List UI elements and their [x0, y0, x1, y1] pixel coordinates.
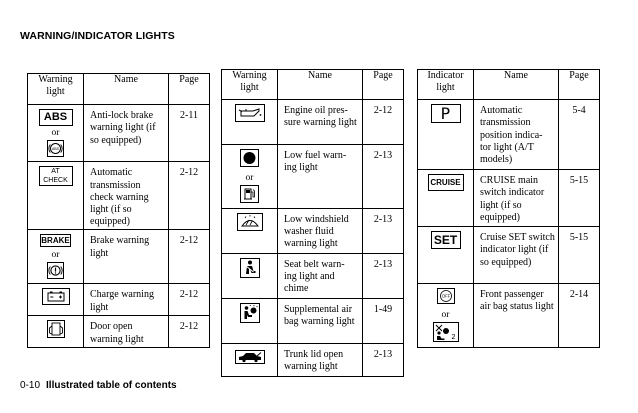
cruise-text-icon: CRUISE	[428, 174, 464, 191]
light-name: Trunk lid open warning light	[278, 343, 363, 376]
light-name: Supplemental air bag warning light	[278, 298, 363, 343]
p-letter-icon: P	[431, 104, 461, 123]
air-bag-icon	[240, 303, 260, 323]
svg-text:2: 2	[451, 334, 455, 342]
light-name: Low fuel warn- ing light	[278, 145, 363, 209]
page-ref: 2-12	[169, 230, 210, 284]
at-check-text-icon: AT CHECK	[39, 166, 73, 186]
or-separator: or	[245, 173, 254, 184]
trunk-lid-icon	[235, 350, 265, 364]
col-header-name: Name	[474, 70, 559, 100]
table-row	[222, 298, 404, 343]
brake-text-icon: BRAKE	[41, 236, 70, 246]
page-ref: 5-15	[559, 227, 600, 284]
light-name: Seat belt warn- ing light and chime	[278, 253, 363, 298]
light-name: Anti-lock brake warning light (if so equipped)	[84, 105, 169, 162]
light-name: Charge warning light	[84, 284, 169, 316]
abs-text-icon: ABS	[39, 109, 73, 126]
col-header-page: Page	[559, 70, 600, 100]
washer-fluid-icon	[237, 213, 263, 231]
page-ref: 2-12	[169, 284, 210, 316]
light-name: Brake warning light	[84, 230, 169, 284]
table-row	[28, 162, 210, 230]
fuel-pump-icon	[240, 185, 259, 203]
table-row	[418, 100, 600, 170]
col-header-page: Page	[169, 74, 210, 105]
or-separator: or	[51, 128, 60, 138]
page-ref: 1-49	[363, 298, 404, 343]
col-header-name: Name	[84, 74, 169, 105]
filled-circle-icon	[240, 149, 259, 167]
page-number: 0-10	[20, 380, 41, 391]
light-name: CRUISE main switch indicator light (if so equipped)	[474, 170, 559, 227]
off-circle-icon	[437, 288, 455, 304]
col-header-name: Name	[278, 70, 363, 100]
table-row	[418, 227, 600, 284]
section-title: WARNING/INDICATOR LIGHTS	[20, 30, 175, 42]
page-ref: 2-14	[559, 284, 600, 348]
page-ref: 2-13	[363, 145, 404, 209]
brake-circle-abs-icon	[47, 140, 64, 157]
table-row	[28, 105, 210, 162]
oil-can-icon	[235, 104, 265, 122]
col-header-warning-light: Warning light	[28, 74, 84, 105]
or-separator: or	[441, 310, 450, 321]
page-ref: 2-12	[363, 100, 404, 145]
table-row	[418, 284, 600, 348]
warning-lights-table-1	[27, 73, 210, 348]
table-row	[222, 253, 404, 298]
svg-text:ABS: ABS	[51, 147, 60, 151]
table-row	[222, 100, 404, 145]
light-name: Engine oil pres- sure warning light	[278, 100, 363, 145]
svg-text:OFF: OFF	[441, 293, 450, 299]
page-ref: 2-12	[169, 316, 210, 348]
col-header-indicator-light: Indicator light	[418, 70, 474, 100]
seat-belt-icon	[240, 258, 260, 278]
or-separator: or	[51, 249, 60, 260]
brake-circle-icon	[47, 262, 64, 279]
page-ref: 2-13	[363, 208, 404, 253]
door-open-icon	[47, 320, 65, 338]
col-header-page: Page	[363, 70, 404, 100]
set-text-icon: SET	[431, 231, 461, 249]
light-name: Cruise SET switch indicator light (if so equipped)	[474, 227, 559, 284]
page-footer	[20, 380, 177, 391]
light-name: Front passenger air bag status light	[474, 284, 559, 348]
light-name: Automatic transmission position indica- tor light (A/T models)	[474, 100, 559, 170]
table-row	[222, 208, 404, 253]
light-name: Low windshield washer fluid warning light	[278, 208, 363, 253]
indicator-lights-table	[417, 69, 600, 348]
light-name: Automatic transmission check warning light (if so equipped)	[84, 162, 169, 230]
battery-icon	[42, 288, 70, 305]
light-name: Door open warning light	[84, 316, 169, 348]
table-row	[28, 316, 210, 348]
page-ref: 5-4	[559, 100, 600, 170]
table-row	[222, 145, 404, 209]
table-row	[28, 284, 210, 316]
table-row	[28, 230, 210, 284]
page-ref: 2-12	[169, 162, 210, 230]
table-row	[222, 343, 404, 376]
table-row	[418, 170, 600, 227]
footer-label: Illustrated table of contents	[46, 380, 177, 391]
col-header-warning-light: Warning light	[222, 70, 278, 100]
page-ref: 2-13	[363, 253, 404, 298]
page-ref: 2-11	[169, 105, 210, 162]
warning-lights-table-2	[221, 69, 404, 377]
page-ref: 5-15	[559, 170, 600, 227]
page-ref: 2-13	[363, 343, 404, 376]
passenger-airbag-icon	[433, 322, 459, 342]
